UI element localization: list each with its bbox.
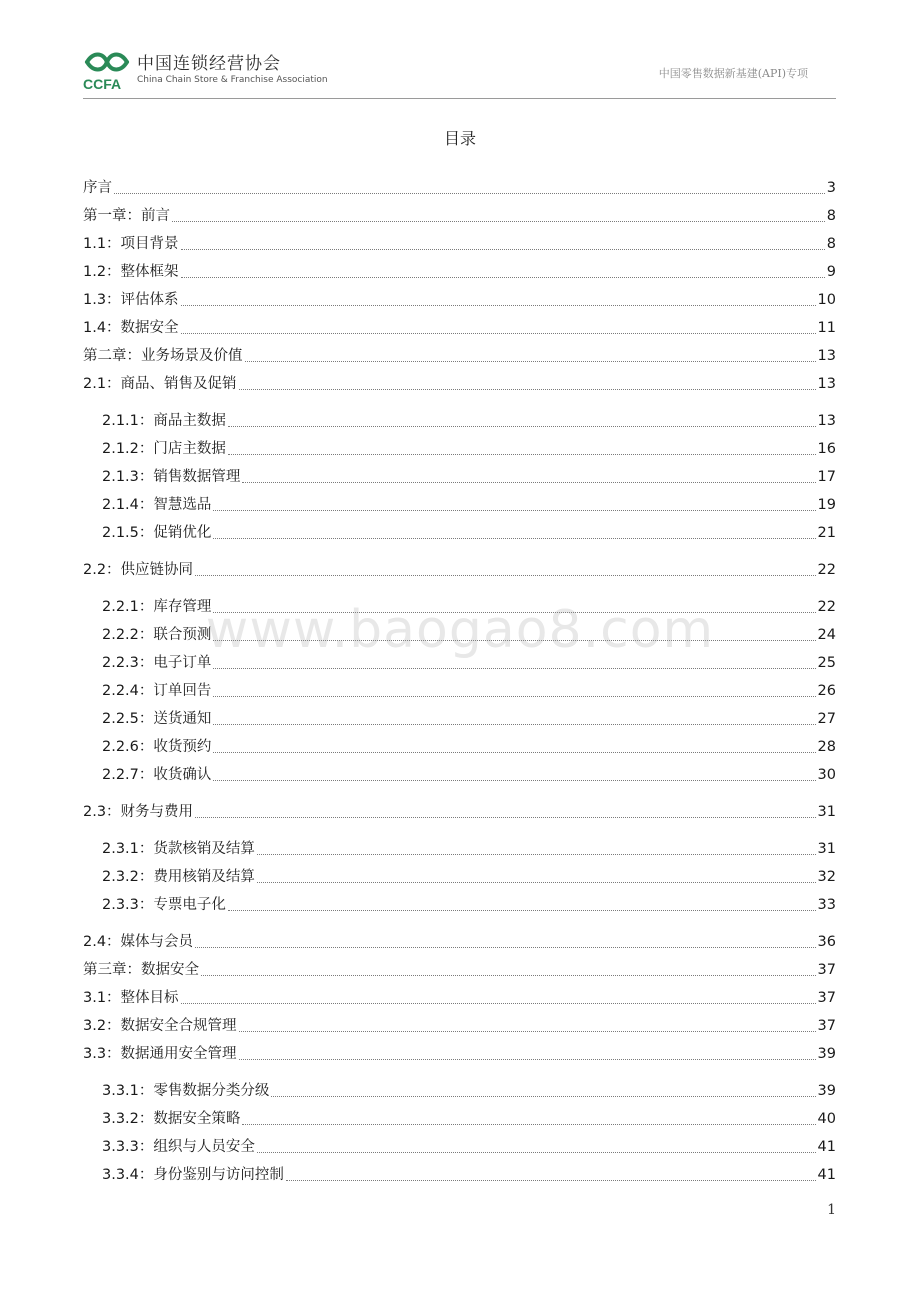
toc-entry-page: 37 (817, 962, 836, 978)
toc-entry[interactable] (83, 204, 836, 226)
toc-dot-leader (181, 333, 816, 334)
toc-entry[interactable] (83, 1042, 836, 1064)
toc-entry-page: 19 (817, 497, 836, 513)
toc-entry-label: 第一章：前言 (83, 208, 170, 224)
toc-entry-label: 3.3.1：零售数据分类分级 (102, 1083, 270, 1099)
toc-entry[interactable] (83, 800, 836, 822)
toc-dot-leader (228, 910, 816, 911)
toc-entry-page: 31 (817, 841, 836, 857)
toc-entry-page: 39 (817, 1083, 836, 1099)
toc-dot-leader (213, 724, 815, 725)
toc-entry-page: 37 (817, 990, 836, 1006)
toc-entry-page: 28 (817, 739, 836, 755)
toc-entry-label: 2.2.7：收货确认 (102, 767, 212, 783)
toc-dot-leader (239, 389, 816, 390)
toc-dot-leader (201, 975, 816, 976)
toc-dot-leader (271, 1096, 815, 1097)
toc-entry[interactable] (83, 1014, 836, 1036)
logo-chinese-name: 中国连锁经营协会 (137, 54, 281, 74)
toc-dot-leader (213, 612, 815, 613)
page-number: 1 (827, 1202, 836, 1218)
toc-dot-leader (213, 752, 815, 753)
toc-entry[interactable] (83, 288, 836, 310)
toc-entry-label: 2.1.5：促销优化 (102, 525, 212, 541)
toc-dot-leader (213, 640, 815, 641)
toc-entry-label: 第二章：业务场景及价值 (83, 348, 243, 364)
toc-entry-label: 2.2.6：收货预约 (102, 739, 212, 755)
toc-entry-label: 2.4：媒体与会员 (83, 934, 194, 950)
toc-entry-page: 11 (817, 320, 836, 336)
toc-entry-label: 2.3.1：货款核销及结算 (102, 841, 255, 857)
toc-entry-page: 13 (817, 376, 836, 392)
toc-entry[interactable] (102, 707, 836, 729)
toc-entry[interactable] (102, 837, 836, 859)
toc-dot-leader (114, 193, 825, 194)
toc-entry-page: 39 (817, 1046, 836, 1062)
toc-entry-label: 2.2：供应链协同 (83, 562, 194, 578)
toc-entry[interactable] (102, 735, 836, 757)
toc-entry[interactable] (102, 679, 836, 701)
toc-entry-label: 2.2.2：联合预测 (102, 627, 212, 643)
toc-entry-label: 2.2.3：电子订单 (102, 655, 212, 671)
toc-entry-page: 32 (817, 869, 836, 885)
toc-dot-leader (181, 277, 825, 278)
toc-entry[interactable] (102, 521, 836, 543)
toc-dot-leader (213, 780, 815, 781)
logo-english-name: China Chain Store & Franchise Association (137, 75, 328, 85)
toc-entry-label: 2.1.2：门店主数据 (102, 441, 226, 457)
watermark: www.baogao8.com (205, 600, 715, 660)
toc-entry[interactable] (102, 465, 836, 487)
toc-entry[interactable] (83, 930, 836, 952)
toc-entry-label: 序言 (83, 180, 112, 196)
header-divider (83, 98, 836, 99)
toc-dot-leader (213, 696, 815, 697)
toc-entry-page: 40 (817, 1111, 836, 1127)
toc-dot-leader (181, 1003, 816, 1004)
logo-abbr: CCFA (83, 76, 122, 92)
toc-dot-leader (257, 882, 816, 883)
toc-dot-leader (228, 454, 816, 455)
toc-entry-page: 3 (826, 180, 836, 196)
header-project-title: 中国零售数据新基建(API)专项 (658, 67, 808, 80)
page-header (83, 45, 836, 100)
toc-entry-label: 1.3：评估体系 (83, 292, 179, 308)
toc-entry-label: 2.3.2：费用核销及结算 (102, 869, 255, 885)
toc-dot-leader (181, 249, 825, 250)
toc-entry-page: 36 (817, 934, 836, 950)
toc-entry-page: 41 (817, 1139, 836, 1155)
toc-dot-leader (228, 426, 816, 427)
toc-entry-label: 2.1.3：销售数据管理 (102, 469, 241, 485)
toc-dot-leader (239, 1031, 816, 1032)
toc-entry-page: 9 (826, 264, 836, 280)
toc-entry-page: 8 (826, 208, 836, 224)
toc-entry-label: 3.3.2：数据安全策略 (102, 1111, 241, 1127)
toc-dot-leader (245, 361, 816, 362)
toc-dot-leader (242, 482, 815, 483)
toc-entry[interactable] (102, 595, 836, 617)
toc-entry-label: 2.1：商品、销售及促销 (83, 376, 237, 392)
toc-entry[interactable] (83, 986, 836, 1008)
toc-entry-label: 3.3：数据通用安全管理 (83, 1046, 237, 1062)
toc-dot-leader (257, 1152, 816, 1153)
toc-dot-leader (239, 1059, 816, 1060)
toc-entry-label: 3.2：数据安全合规管理 (83, 1018, 237, 1034)
toc-dot-leader (213, 510, 815, 511)
toc-entry-label: 2.3.3：专票电子化 (102, 897, 226, 913)
toc-entry-page: 25 (817, 655, 836, 671)
toc-entry-page: 16 (817, 441, 836, 457)
toc-entry[interactable] (83, 176, 836, 198)
toc-entry-page: 30 (817, 767, 836, 783)
toc-dot-leader (195, 817, 815, 818)
toc-dot-leader (257, 854, 816, 855)
toc-entry[interactable] (102, 865, 836, 887)
toc-entry-page: 10 (817, 292, 836, 308)
toc-entry-page: 27 (817, 711, 836, 727)
toc-dot-leader (286, 1180, 816, 1181)
toc-dot-leader (172, 221, 825, 222)
toc-dot-leader (242, 1124, 815, 1125)
toc-entry-label: 3.3.3：组织与人员安全 (102, 1139, 255, 1155)
toc-entry-label: 1.2：整体框架 (83, 264, 179, 280)
toc-dot-leader (195, 575, 815, 576)
toc-entry[interactable] (102, 1135, 836, 1157)
toc-entry-page: 22 (817, 562, 836, 578)
toc-entry[interactable] (102, 763, 836, 785)
toc-dot-leader (213, 668, 815, 669)
toc-entry-label: 2.3：财务与费用 (83, 804, 194, 820)
toc-entry[interactable] (83, 372, 836, 394)
toc-entry[interactable] (83, 260, 836, 282)
toc-entry-label: 1.4：数据安全 (83, 320, 179, 336)
toc-dot-leader (213, 538, 815, 539)
toc-entry-label: 2.2.4：订单回告 (102, 683, 212, 699)
toc-entry-label: 1.1：项目背景 (83, 236, 179, 252)
toc-entry-page: 8 (826, 236, 836, 252)
toc-entry[interactable] (102, 493, 836, 515)
toc-entry-label: 2.1.1：商品主数据 (102, 413, 226, 429)
toc-entry[interactable] (102, 1079, 836, 1101)
toc-entry-page: 13 (817, 348, 836, 364)
toc-entry[interactable] (83, 316, 836, 338)
toc-entry-page: 41 (817, 1167, 836, 1183)
toc-entry-page: 24 (817, 627, 836, 643)
toc-entry-page: 13 (817, 413, 836, 429)
toc-entry-page: 26 (817, 683, 836, 699)
toc-entry-label: 3.3.4：身份鉴别与访问控制 (102, 1167, 284, 1183)
toc-entry-page: 17 (817, 469, 836, 485)
toc-entry[interactable] (102, 1163, 836, 1185)
toc-entry-page: 31 (817, 804, 836, 820)
toc-entry-page: 33 (817, 897, 836, 913)
toc-dot-leader (181, 305, 816, 306)
toc-entry[interactable] (102, 437, 836, 459)
ccfa-logo-icon (83, 50, 131, 92)
toc-entry-label: 2.1.4：智慧选品 (102, 497, 212, 513)
toc-entry-page: 37 (817, 1018, 836, 1034)
toc-entry-label: 2.2.1：库存管理 (102, 599, 212, 615)
toc-entry[interactable] (83, 344, 836, 366)
toc-entry[interactable] (102, 893, 836, 915)
toc-entry[interactable] (83, 232, 836, 254)
toc-title: 目录 (443, 129, 476, 148)
toc-entry[interactable] (102, 1107, 836, 1129)
toc-entry[interactable] (83, 958, 836, 980)
toc-entry[interactable] (102, 651, 836, 673)
toc-entry-label: 2.2.5：送货通知 (102, 711, 212, 727)
toc-entry-label: 3.1：整体目标 (83, 990, 179, 1006)
toc-entry[interactable] (83, 558, 836, 580)
toc-entry[interactable] (102, 409, 836, 431)
toc-entry-page: 21 (817, 525, 836, 541)
toc-dot-leader (195, 947, 815, 948)
toc-entry-label: 第三章：数据安全 (83, 962, 199, 978)
toc-entry-page: 22 (817, 599, 836, 615)
toc-entry[interactable] (102, 623, 836, 645)
